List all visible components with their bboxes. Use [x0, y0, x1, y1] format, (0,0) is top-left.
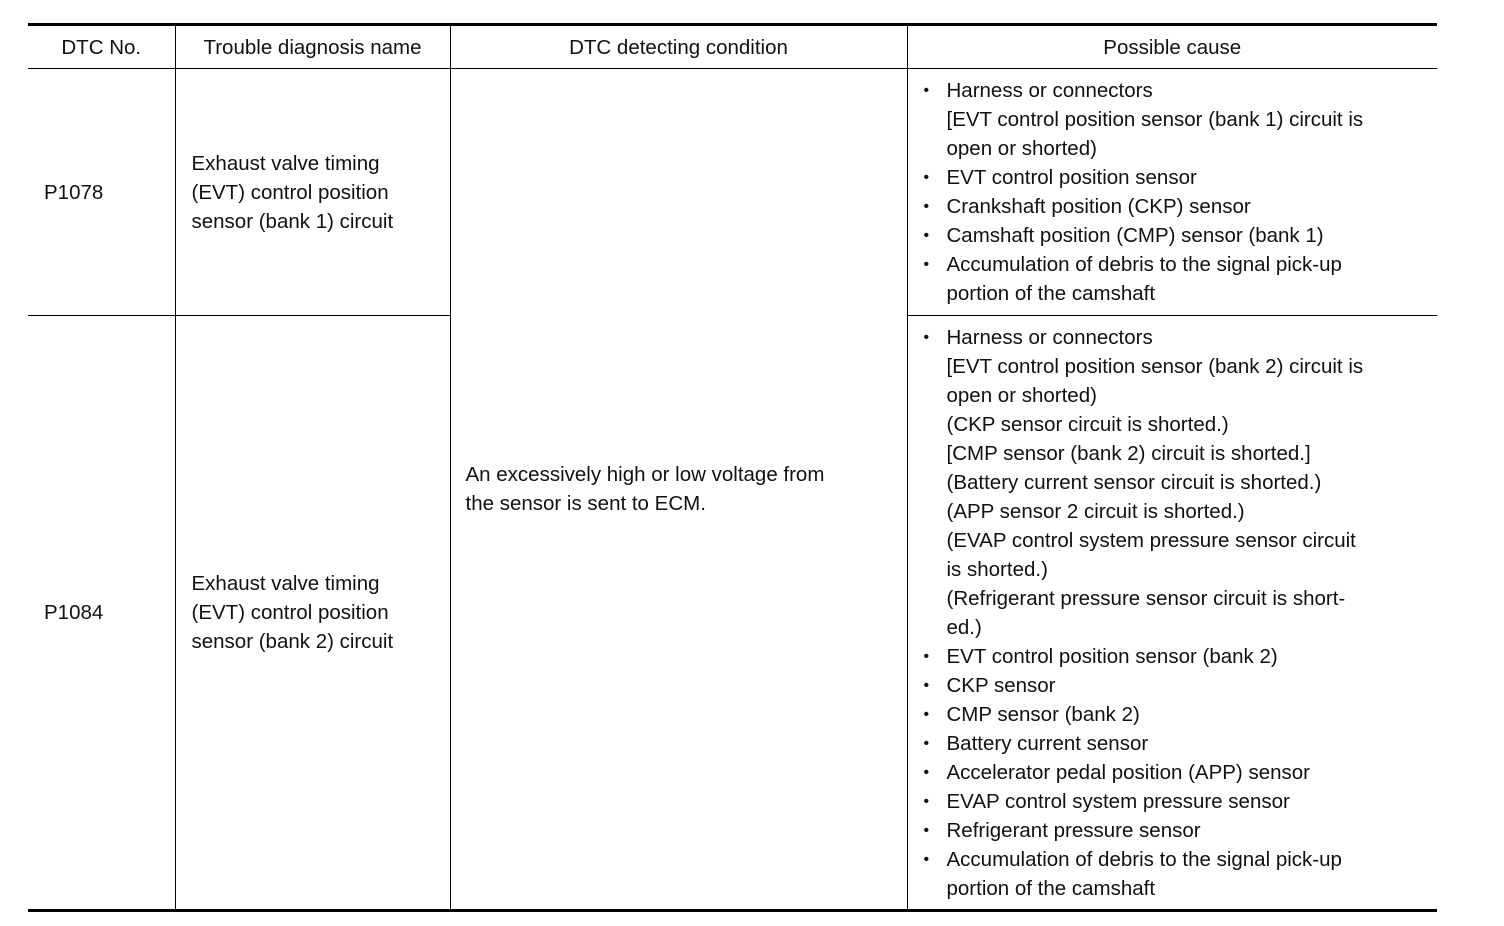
diagnosis-name: [175, 316, 450, 911]
cause-text: CKP sensor: [946, 673, 1056, 697]
bullet-icon: •: [923, 328, 930, 346]
table-row: [28, 69, 1437, 316]
diagnosis-name-line: Exhaust valve timing: [191, 151, 380, 175]
cause-text: Harness or connectors: [946, 325, 1153, 349]
cause-text: Accelerator pedal position (APP) sensor: [946, 760, 1310, 784]
cause-list: [924, 76, 1430, 308]
cause-item: [924, 671, 1430, 700]
cause-text: Battery current sensor: [946, 731, 1149, 755]
cause-detail-line: is shorted.): [946, 557, 1048, 581]
cause-detail-line: ed.): [946, 615, 982, 639]
bullet-icon: •: [923, 82, 930, 99]
diagnosis-name-line: (EVT) control position: [191, 180, 389, 204]
header-dtc-detecting-condition: DTC detecting condition: [450, 25, 907, 69]
header-trouble-diagnosis-name: Trouble diagnosis name: [175, 25, 450, 69]
cause-detail-line: (APP sensor 2 circuit is shorted.): [946, 499, 1245, 523]
cause-item: [924, 250, 1430, 308]
cause-text: Accumulation of debris to the signal pick-up: [946, 847, 1342, 871]
cause-detail-line: (Refrigerant pressure sensor circuit is short-: [946, 586, 1346, 610]
diagnosis-name-line: sensor (bank 2) circuit: [191, 630, 394, 653]
cause-detail-line: portion of the camshaft: [946, 876, 1156, 900]
header-dtc-no: DTC No.: [28, 25, 175, 69]
dtc-code: P1084: [44, 601, 104, 624]
cause-item: [924, 700, 1430, 729]
bullet-icon: •: [923, 734, 930, 752]
bullet-icon: •: [923, 198, 930, 215]
condition-line: An excessively high or low voltage from: [465, 463, 825, 486]
cause-item: [924, 787, 1430, 816]
cause-item: [924, 76, 1430, 163]
bullet-icon: •: [923, 647, 930, 665]
diagnosis-name: [175, 69, 450, 316]
cause-text: EVT control position sensor: [946, 166, 1197, 189]
cause-item: [924, 163, 1430, 192]
cause-list: [924, 323, 1430, 903]
cause-detail-line: open or shorted): [946, 383, 1097, 407]
bullet-icon: •: [923, 850, 930, 868]
possible-cause: [907, 316, 1437, 911]
diagnosis-name-line: sensor (bank 1) circuit: [191, 209, 394, 233]
cause-text: Crankshaft position (CKP) sensor: [946, 195, 1251, 218]
cause-text: EVT control position sensor (bank 2): [946, 644, 1278, 668]
cause-text: Accumulation of debris to the signal pick-up: [946, 253, 1342, 276]
cause-text: EVAP control system pressure sensor: [946, 789, 1290, 813]
cause-item: [924, 192, 1430, 221]
cause-item: [924, 845, 1430, 903]
header-row: [28, 25, 1437, 69]
cause-text: CMP sensor (bank 2): [946, 702, 1140, 726]
cause-item: [924, 642, 1430, 671]
cause-detail-line: open or shorted): [946, 137, 1097, 160]
detecting-condition: [450, 69, 907, 911]
diagnosis-name-line: Exhaust valve timing: [191, 572, 380, 595]
cause-text: Camshaft position (CMP) sensor (bank 1): [946, 224, 1324, 247]
cause-item: [924, 323, 1430, 642]
cause-text: Harness or connectors: [946, 79, 1153, 102]
cause-detail-line: [CMP sensor (bank 2) circuit is shorted.]: [946, 441, 1311, 465]
cause-detail-line: [EVT control position sensor (bank 2) circuit is: [946, 354, 1364, 378]
dtc-code: P1078: [28, 69, 175, 316]
cause-item: [924, 221, 1430, 250]
bullet-icon: •: [923, 256, 930, 273]
bullet-icon: •: [923, 763, 930, 781]
condition-line: the sensor is sent to ECM.: [465, 492, 706, 515]
bullet-icon: •: [923, 227, 930, 244]
dtc-table: [28, 23, 1437, 912]
cause-detail-line: [EVT control position sensor (bank 1) circuit is: [946, 108, 1364, 131]
diagnosis-name-line: (EVT) control position: [191, 601, 389, 624]
bullet-icon: •: [923, 821, 930, 839]
bullet-icon: •: [923, 705, 930, 723]
cause-item: [924, 758, 1430, 787]
cause-detail-line: (EVAP control system pressure sensor circuit: [946, 528, 1356, 552]
header-possible-cause: Possible cause: [907, 25, 1437, 69]
bullet-icon: •: [923, 676, 930, 694]
cause-text: Refrigerant pressure sensor: [946, 818, 1201, 842]
possible-cause: [907, 69, 1437, 316]
cause-detail-line: (CKP sensor circuit is shorted.): [946, 412, 1229, 436]
cause-item: [924, 729, 1430, 758]
cause-detail-line: portion of the camshaft: [946, 282, 1156, 305]
cause-item: [924, 816, 1430, 845]
bullet-icon: •: [923, 792, 930, 810]
cause-detail-line: (Battery current sensor circuit is shorted.): [946, 470, 1322, 494]
bullet-icon: •: [923, 169, 930, 186]
